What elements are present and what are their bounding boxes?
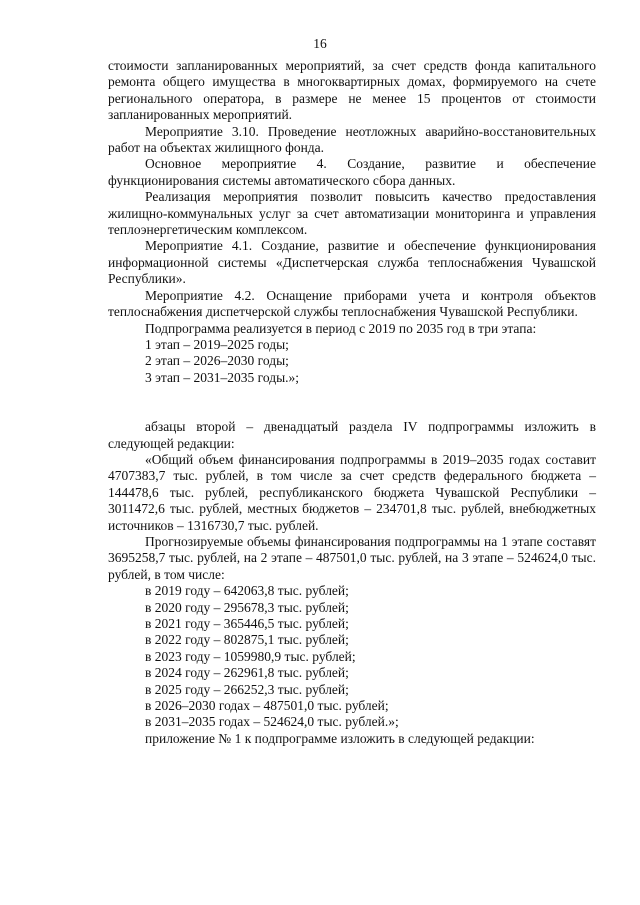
paragraph: в 2026–2030 годах – 487501,0 тыс. рублей; bbox=[145, 698, 389, 714]
paragraph: в 2031–2035 годах – 524624,0 тыс. рублей.»; bbox=[145, 714, 399, 730]
page-number: 16 bbox=[313, 36, 327, 51]
paragraph: Мероприятие 4.2. Оснащение приборами учета и контроля объектов теплоснабжения диспетчерской службы теплоснабжения Чувашской Республики. bbox=[108, 287, 596, 320]
paragraph: в 2022 году – 802875,1 тыс. рублей; bbox=[145, 632, 349, 648]
text-block-financing bbox=[108, 419, 596, 747]
paragraph: Основное мероприятие 4. Создание, развитие и обеспечение функционирования системы автоматического сбора данных. bbox=[108, 156, 596, 188]
paragraph: Мероприятие 3.10. Проведение неотложных аварийно-восстановительных работ на объектах жилищного фонда. bbox=[108, 123, 596, 156]
document-body bbox=[108, 58, 596, 747]
paragraph: в 2023 году – 1059980,9 тыс. рублей; bbox=[145, 648, 356, 664]
paragraph-gap bbox=[108, 386, 596, 419]
paragraph: в 2025 году – 266252,3 тыс. рублей; bbox=[145, 681, 349, 697]
paragraph: Мероприятие 4.1. Создание, развитие и обеспечение функционирования информационной системы «Диспетчерская служба теплоснабжения Чувашской Республики». bbox=[108, 238, 596, 287]
paragraph: Прогнозируемые объемы финансирования подпрограммы на 1 этапе составят 3695258,7 тыс. рублей, на 2 этапе – 487501,0 тыс. рублей, на 3 этапе – 524624,0 тыс. рублей, в том числе: bbox=[108, 533, 596, 582]
paragraph: стоимости запланированных мероприятий, за счет средств фонда капитального ремонта общего имущества в многоквартирных домах, формируемого на счете регионального оператора, в размере не менее 15 процентов от стоимости запланированных мероприятий. bbox=[108, 58, 596, 123]
paragraph: абзацы второй – двенадцатый раздела IV подпрограммы изложить в следующей редакции: bbox=[108, 419, 596, 451]
paragraph: в 2020 году – 295678,3 тыс. рублей; bbox=[145, 599, 349, 615]
paragraph: 1 этап – 2019–2025 годы; bbox=[145, 336, 289, 352]
paragraph: приложение № 1 к подпрограмме изложить в следующей редакции: bbox=[145, 730, 535, 746]
paragraph: в 2021 году – 365446,5 тыс. рублей; bbox=[145, 616, 349, 631]
paragraph: 3 этап – 2031–2035 годы.»; bbox=[145, 369, 300, 385]
paragraph: Реализация мероприятия позволит повысить качество предоставления жилищно-коммунальных услуг за счет автоматизации мониторинга и управления теплоэнергетическим комплексом. bbox=[108, 189, 596, 238]
paragraph: в 2024 году – 262961,8 тыс. рублей; bbox=[145, 665, 349, 681]
paragraph: Подпрограмма реализуется в период с 2019 по 2035 год в три этапа: bbox=[145, 320, 537, 336]
paragraph: «Общий объем финансирования подпрограммы в 2019–2035 годах составит 4707383,7 тыс. рублей, в том числе за счет средств федерального бюджета – 144478,6 тыс. рублей, республиканского бюджета Чувашской Республики – 3011472,6 тыс. рублей, местных бюджетов – 234701,8 тыс. рублей, внебюджетных источников – 1316730,7 тыс. рублей. bbox=[108, 451, 596, 533]
paragraph: в 2019 году – 642063,8 тыс. рублей; bbox=[145, 583, 349, 599]
paragraph: 2 этап – 2026–2030 годы; bbox=[145, 353, 289, 369]
text-block-program-measures bbox=[108, 58, 596, 386]
